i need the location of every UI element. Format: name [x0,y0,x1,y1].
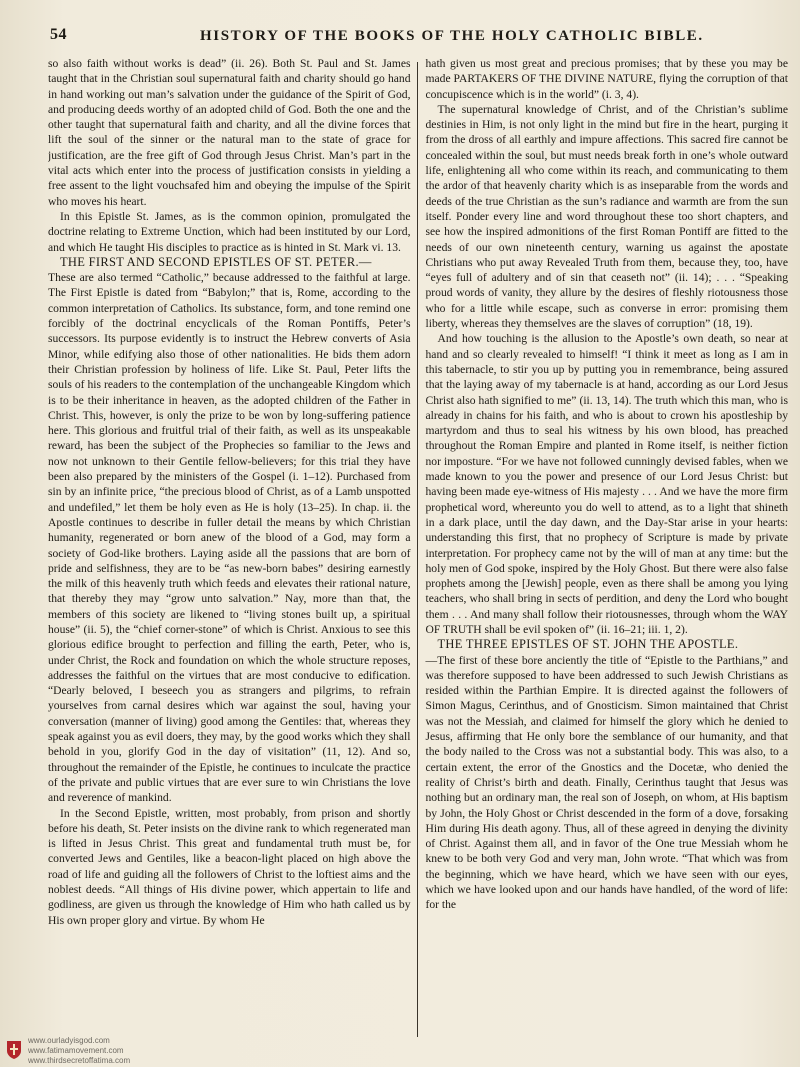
left-paragraph-4: In the Second Epistle, written, most probably, from prison and shortly before his death, St. Peter insists on the divine rank to which regenerated man is lifted in Jesus Christ. This great and fundamental truth must be, for converted Jews and Gentiles, like a beacon-light placed on high above the road of life and guiding all the followers of Christ to the loftiest aims and the noblest deeds. “All things of His divine power, which appertain to life and godliness, are given us through the knowledge of Him who hath called us by His own proper glory and virtue. By whom He [48,806,411,927]
right-paragraph-4: —The first of these bore anciently the title of “Epistle to the Parthians,” and was therefore supposed to have been addressed to such Jewish Christians as resided within the Parthian Empire. It is directed against the followers of Simon Magus, Cerinthus, and of Gnosticism. Simon maintained that Christ was not the Messiah, and claimed for himself the glory which he denied to Jesus, affirming that He only bore the semblance of our humanity, and that the body nailed to the Cross was not a substantial body. This was also, to a certain extent, the error of the Gnostics and the Docetæ, who denied the reality of Christ’s birth and death. Finally, Cerinthus taught that Jesus was nothing but an ordinary man, the real son of Joseph, on whom, at His baptism by John, the Holy Ghost or Christ descended in the form of a dove, forsaking Him during His death agony. Thus, all of these agreed in denying the divinity of Christ. Against them all, and in favor of the One true Messiah whom he knew to be both very God and very man, John wrote. “That which was from the beginning, which we have heard, which we have seen with our eyes, which we have looked upon and our hands have handled, of the word of life: for the [425,653,788,912]
right-column [418,56,789,1046]
left-column [48,56,417,1046]
right-paragraph-3: And how touching is the allusion to the Apostle’s own death, so near at hand and so clearly revealed to himself! “I think it meet as long as I am in this tabernacle, to stir you up by putting you in remembrance, being assured that the laying away of my tabernacle is at hand, according as our Lord Jesus Christ also hath signified to me” (ii. 13, 14). The truth which this man, who is already in chains for his faith, and who is about to crown his apostleship by martyrdom and thus to seal his witness by his own blood, has preached throughout the Roman Empire and planted in Rome itself, is neither fiction nor imposture. “For we have not followed cunningly devised fables, when we made known to you the power and presence of our Lord Jesus Christ: but having been made eye-witness of His majesty . . . And we have the more firm prophetical word, whereunto you do well to attend, as to a light that shineth in a dark place, until the day dawn, and the Day-Star arise in your hearts: understanding this first, that no prophecy of Scripture is made by private interpretation. For prophecy came not by the will of man at any time: but the holy men of God spoke, inspired by the Holy Ghost. But there were also false prophets among the [Jewish] people, even as there shall be among you lying teachers, who shall bring in sects of perdition, and deny the Lord who bought them . . . And many shall follow their riotousnesses, through whom the WAY OF TRUTH shall be evil spoken of” (ii. 16–21; iii. 1, 2). [425,332,788,636]
left-paragraph-1: so also faith without works is dead” (ii. 26). Both St. Paul and St. James taught that in the Christian soul supernatural faith and charity should go hand in hand working out man’s salvation under the guidance of the Spirit of God, and producing deeds worthy of an adopted child of God. Both the one and the other taught that supernatural faith and charity, and all the divine forces that lift the soul of the sinner or the natural man to the state of grace for justification, are the free gift of God through Jesus Christ. Man’s part in the vital acts which enter into the process of justification consists in yielding a free assent to the light vouchsafed him and obeying the impulse of the Spirit who moves his heart. [48,57,411,208]
section-heading-peter: THE FIRST AND SECOND EPISTLES OF ST. PETER.— [60,254,372,269]
left-paragraph-3: These are also termed “Catholic,” because addressed to the faithful at large. The First Epistle is dated from “Babylon;” that is, Rome, according to the common interpretation of Catholics. Its substance, form, and tone remind one forcibly of the doctrinal encyclicals of the Roman Pontiffs, Peter’s successors. Its purpose evidently is to instruct the Hebrew converts of Asia Minor, while edifying also those of other nationalities. He bids them adorn their Christian profession by holiness of life. Like St. Paul, Peter lifts the souls of his readers to the contemplation of the unchangeable Kingdom which is to be their inheritance in heaven, as the adopted children of the Father in Christ. This, however, is only the prize to be won by long-suffering patience here. This glorious and fruitful trial of their faith, as well as its unspeakable reward, has been the subject of the Prophecies so familiar to the Jews and now not unknown to their Gentile fellow-believers; for this trial they have been also prepared by the ministers of the Gospel (i. 1–12). Purchased from sin by an infinite price, “the precious blood of Christ, as of a Lamb unspotted and undefiled,” let them be holy even as He is holy (13–25). In chap. ii. the Apostle continues to describe in fuller detail the means by which Christian humanity, regenerated or born anew of the blood of a God, may form a society of God-like brothers. Laying aside all the passions that are born of pride and selfishness, they are to be “as new-born babes” desiring earnestly the milk of this heavenly truth which feeds and elevates their rational nature, that thereby they may “grow unto salvation.” Nay, more than that, the members of this society are likened to “living stones built up, a spiritual house” (ii. 5), the “chief corner-stone” of which is Christ. Anxious to see this glorious edifice brought to perfection and filling the earth, Peter, who is, under Christ, the Rock and foundation on which the whole structure reposes, addresses the faithful on the virtues that are most conducive to edification. “Dearly beloved, I beseech you as strangers and pilgrims, to refrain yourselves from carnal desires which war against the soul, having your conversation (manner of living) good among the Gentiles: that, whereas they speak against you as evil doers, they may, by the good works which they shall behold in you, glorify God in the day of visitation” (11, 12). And so, throughout the remainder of the Epistle, he continues to inculcate the practice of the private and public virtues that are ever sure to win Christians the love and reverence of mankind. [48,271,411,805]
right-paragraph-1: hath given us most great and precious promises; that by these you may be made PARTAKERS OF THE DIVINE NATURE, flying the corruption of that concupiscence which is in the world” (i. 3, 4). [425,57,788,101]
shield-cross-icon [6,1040,22,1060]
footer-url-1[interactable]: www.ourladyisgod.com [28,1036,110,1045]
page-header [50,26,780,52]
footer-urls [28,1036,130,1066]
section-heading-john: THE THREE EPISTLES OF ST. JOHN THE APOSTLE. [437,637,739,652]
page-number: 54 [50,26,67,43]
right-paragraph-2: The supernatural knowledge of Christ, and of the Christian’s sublime destinies in Him, is not only light in the mind but fire in the heart, purging it from the dross of all earthly and impure affections. This sacred fire cannot be concealed within the soul, but must needs break forth in one’s whole outward life, enlightening all who come within its reach, and communicating to them the ardor of that heavenly charity which is as inseparable from the words and deeds of the true Christian as the sun’s radiance and warmth are from the sun itself. Ponder every line and word throughout these too short chapters, and see how the inspired admonitions of the first Roman Pontiff are fitted to the needs of our own nineteenth century, warning us against the apostate Christians who put away Revealed Truth from them, because they, too, have “eyes full of adultery and of sin that ceaseth not” (ii. 14); . . . “Speaking proud words of vanity, they allure by the desires of fleshly riotousness those who for a little while escape, such as converse in error: promising them liberty, whereas they themselves are the slaves of corruption” (18, 19). [425,102,788,331]
footer-url-2[interactable]: www.fatimamovement.com [28,1046,124,1055]
left-paragraph-2: In this Epistle St. James, as is the common opinion, promulgated the doctrine relating to Extreme Unction, which had been instituted by our Lord, and which He taught His disciples to practice as is hinted in St. Mark vi. 13. [48,209,411,254]
running-title: HISTORY OF THE BOOKS OF THE HOLY CATHOLIC BIBLE. [200,28,704,44]
footer-url-3[interactable]: www.thirdsecretoffatima.com [28,1056,131,1065]
text-columns [48,56,788,1046]
